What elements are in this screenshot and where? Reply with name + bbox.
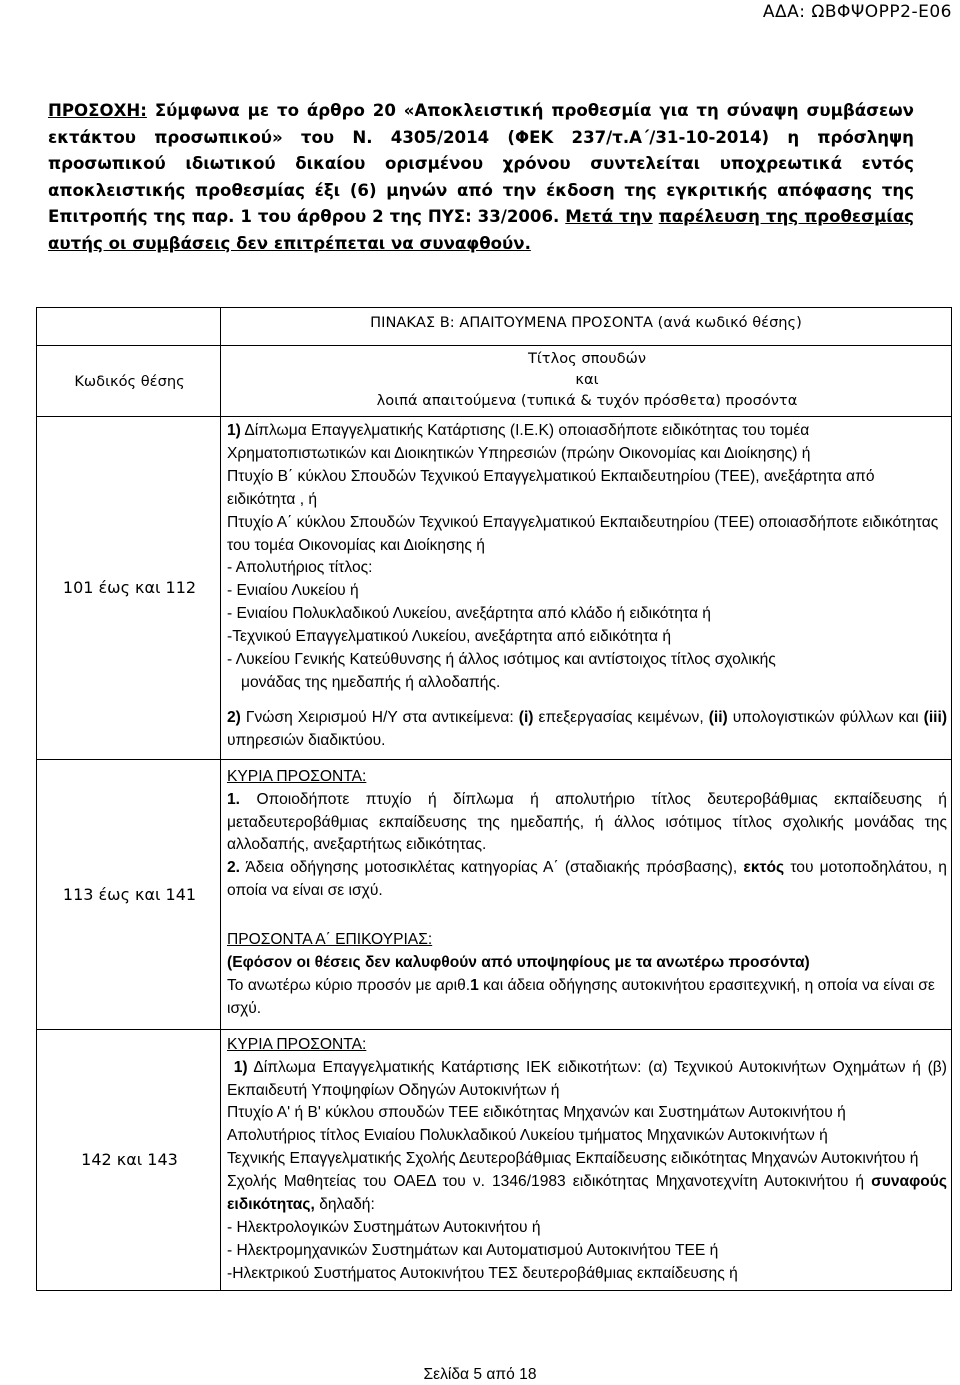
qualification-text: -Ηλεκτρικού Συστήματος Αυτοκινήτου ΤΕΣ δευτεροβάθμιας εκπαίδευσης ή (227, 1264, 738, 1282)
position-code: 113 έως και 141 (37, 759, 221, 1029)
notice-warning-part2: παρέλευση της προθεσμίας αυτής οι συμβάσεις δεν επιτρέπεται να συναφθούν. (48, 207, 915, 253)
section-heading: ΚΥΡΙΑ ΠΡΟΣΟΝΤΑ: (227, 1035, 367, 1053)
table-row (37, 417, 952, 760)
qualification-text: 1. Οποιοδήποτε πτυχίο ή δίπλωμα ή απολυτήριο τίτλος δευτεροβάθμιας εκπαίδευσης ή μεταδευτεροβάθμιας εκπαίδευσης της ημεδαπής, ή άλλος ισότιμος τίτλος σχολικής μονάδας της αλλοδαπής, ανεξαρτήτως ειδικότητας. (227, 790, 947, 854)
col-header-code: Κωδικός θέσης (37, 346, 221, 417)
section-heading: ΠΡΟΣΟΝΤΑ Α΄ ΕΠΙΚΟΥΡΙΑΣ: (227, 931, 433, 949)
col-header-line-1: Τίτλος σπουδών (527, 350, 647, 367)
col-header-qualifications (221, 346, 952, 417)
qualification-text: - Απολυτήριος τίτλος: (227, 559, 373, 577)
position-code: 142 και 143 (37, 1029, 221, 1290)
qualifications-cell (221, 759, 952, 1029)
notice-label: ΠΡΟΣΟΧΗ: (48, 101, 147, 120)
qualification-text: μονάδας της ημεδαπής ή αλλοδαπής. (241, 673, 501, 691)
auxiliary-condition: (Εφόσον οι θέσεις δεν καλυφθούν από υποψηφίους με τα ανωτέρω προσόντα) (227, 954, 810, 972)
requirements-table (36, 307, 952, 1291)
qualification-text: - Ηλεκτρολογικών Συστημάτων Αυτοκινήτου ή (227, 1219, 541, 1236)
table-row (37, 759, 952, 1029)
qualification-text: Σχολής Μαθητείας του ΟΑΕΔ του ν. 1346/1983 ειδικότητας Μηχανοτεχνίτη Αυτοκινήτου ή συναφούς ειδικότητας, δηλαδή: (227, 1173, 947, 1214)
position-code: 101 έως και 112 (37, 417, 221, 760)
col-header-line-3: λοιπά απαιτούμενα (τυπικά & τυχόν πρόσθετα) προσόντα (376, 392, 798, 409)
table-row (37, 1029, 952, 1290)
notice-warning-part1: Μετά την (565, 207, 653, 227)
qualification-text: - Ηλεκτρομηχανικών Συστημάτων και Αυτοματισμού Αυτοκινήτου ΤΕΕ ή (227, 1241, 719, 1259)
qualification-text: Πτυχίο Α' ή Β' κύκλου σπουδών ΤΕΕ ειδικότητας Μηχανών και Συστημάτων Αυτοκινήτου ή (227, 1104, 846, 1122)
qualification-text: Πτυχίο Α΄ κύκλου Σπουδών Τεχνικού Επαγγελματικού Εκπαιδευτηρίου (ΤΕΕ) οποιασδήποτε ειδικότητας του τομέα Οικονομίας και Διοίκησης ή (227, 513, 939, 554)
qualifications-cell (221, 1029, 952, 1290)
qualification-text: - Ενιαίου Πολυκλαδικού Λυκείου, ανεξάρτητα από κλάδο ή ειδικότητα ή (227, 605, 711, 623)
item-number: 1) (227, 422, 241, 439)
qualification-text: -Τεχνικού Επαγγελματικού Λυκείου, ανεξάρτητα από ειδικότητα ή (227, 628, 672, 646)
qualification-text: Το ανωτέρω κύριο προσόν με αριθ.1 και άδεια οδήγησης αυτοκινήτου ερασιτεχνική, η οποία να είναι σε ισχύ. (227, 976, 935, 1017)
table-title-row (37, 308, 952, 346)
col-header-line-2: και (575, 371, 599, 388)
qualification-text: Απολυτήριος τίτλος Ενιαίου Πολυκλαδικού Λυκείου τμήματος Μηχανικών Αυτοκινήτων ή (227, 1127, 828, 1145)
ada-code: ΑΔΑ: ΩΒΦΨΟΡΡ2-Ε06 (762, 2, 952, 22)
page-number: Σελίδα 5 από 18 (423, 1366, 537, 1383)
qualification-text: - Λυκείου Γενικής Κατεύθυνσης ή άλλος ισότιμος και αντίστοιχος τίτλος σχολικής (227, 651, 776, 669)
notice-text: Σύμφωνα με το άρθρο 20 «Αποκλειστική προθεσμία για τη σύναψη συμβάσεων εκτάκτου προσωπικού» του Ν. 4305/2014 (ΦΕΚ 237/τ.Α΄/31-10-2014) η πρόσληψη προσωπικού ιδιωτικού δικαίου ορισμένου χρόνου συντελείται υποχρεωτικά εντός αποκλειστικής προθεσμίας έξι (6) μηνών από την έκδοση της εγκριτικής απόφασης της Επιτροπής της παρ. 1 του άρθρου 2 της ΠΥΣ: 33/2006. (48, 101, 914, 227)
section-heading: ΚΥΡΙΑ ΠΡΟΣΟΝΤΑ: (227, 767, 367, 785)
notice-paragraph (48, 98, 914, 258)
qualifications-cell (221, 417, 952, 760)
table-header-row (37, 346, 952, 417)
computer-skills-text: 2) Γνώση Χειρισμού Η/Υ στα αντικείμενα: (i) επεξεργασίας κειμένων, (ii) υπολογιστικών φύλλων και (iii) υπηρεσιών διαδικτύου. (227, 708, 948, 749)
qualification-text: - Ενιαίου Λυκείου ή (227, 582, 359, 600)
qualification-text: Πτυχίο Β΄ κύκλου Σπουδών Τεχνικού Επαγγελματικού Εκπαιδευτηρίου (ΤΕΕ), ανεξάρτητα από ειδικότητα , ή (227, 467, 875, 508)
qualification-text: Τεχνικής Επαγγελματικής Σχολής Δευτεροβάθμιας Εκπαίδευσης ειδικότητας Μηχανών Αυτοκινήτου ή (227, 1150, 919, 1168)
qualification-text: Δίπλωμα Επαγγελματικής Κατάρτισης (Ι.Ε.Κ) οποιασδήποτε ειδικότητας του τομέα Χρηματοπιστωτικών και Διοικητικών Υπηρεσιών (πρώην Οικονομίας και Διοίκησης) ή (227, 422, 811, 462)
qualification-text: 1) Δίπλωμα Επαγγελματικής Κατάρτισης ΙΕΚ ειδικοτήτων: (α) Τεχνικού Αυτοκινήτων Οχημάτων ή (β) Εκπαιδευτή Υποψηφίων Οδηγών Αυτοκινήτων ή (227, 1058, 947, 1099)
table-title: ΠΙΝΑΚΑΣ Β: ΑΠΑΙΤΟΥΜΕΝΑ ΠΡΟΣΟΝΤΑ (ανά κωδικό θέσης) (221, 308, 952, 346)
qualification-text: 2. Άδεια οδήγησης μοτοσικλέτας κατηγορίας Α΄ (σταδιακής πρόσβασης), εκτός του μοτοποδηλάτου, η οποία να είναι σε ισχύ. (227, 859, 947, 900)
